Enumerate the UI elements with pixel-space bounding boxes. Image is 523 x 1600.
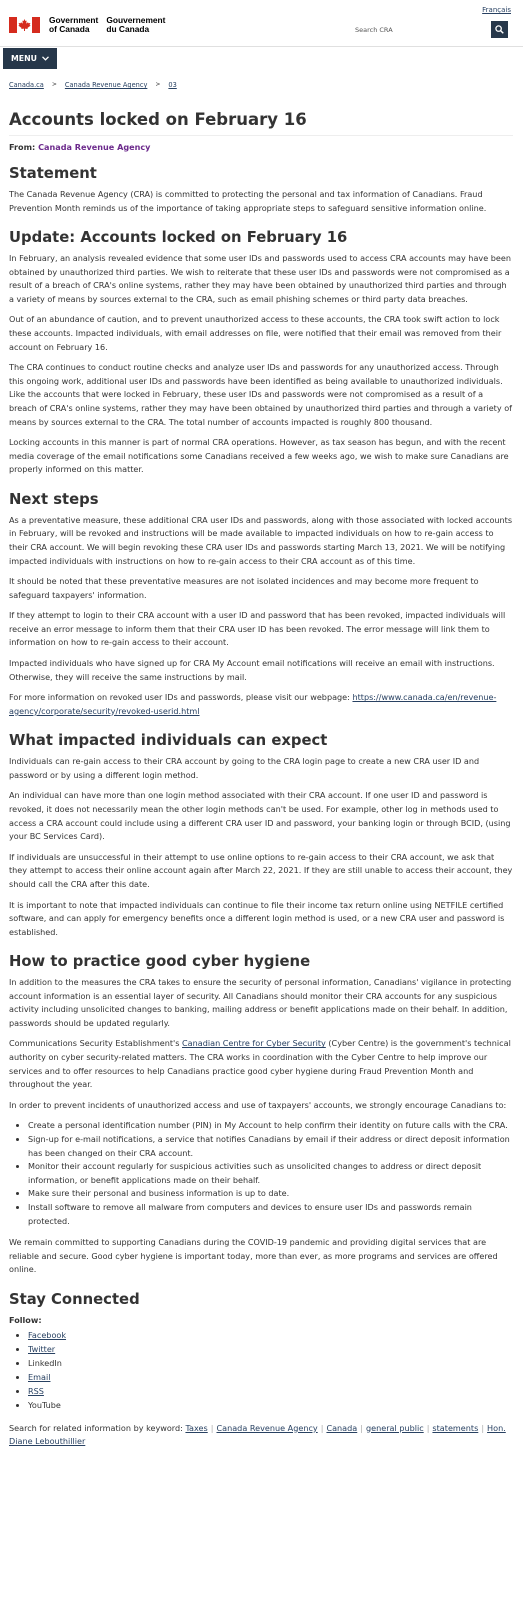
main-content xyxy=(9,110,513,1449)
hygiene-paragraph-3: In order to prevent incidents of unauthorized access and use of taxpayers' accounts, we strongly encourage Canadians to: xyxy=(9,1099,507,1110)
from-org-link[interactable]: Canada Revenue Agency xyxy=(38,141,151,152)
government-wordmark[interactable] xyxy=(9,16,173,34)
keyword-separator: | xyxy=(426,1422,430,1433)
keyword-link[interactable]: Canada Revenue Agency xyxy=(216,1422,318,1433)
menu-label: MENU xyxy=(11,53,37,63)
list-item xyxy=(28,1357,513,1371)
expect-paragraph-1: Individuals can re-gain access to their CRA account by going to the CRA login page to create a new CRA user ID and password or by using a different login method. xyxy=(9,756,480,780)
search-button[interactable] xyxy=(491,21,508,38)
breadcrumb-03[interactable]: 03 xyxy=(168,81,177,89)
stay-connected-heading: Stay Connected xyxy=(9,1290,140,1308)
breadcrumb-canada[interactable]: Canada.ca xyxy=(9,81,44,89)
linkedin-label: LinkedIn xyxy=(28,1358,62,1369)
youtube-label: YouTube xyxy=(28,1399,61,1410)
update-paragraph-1: In February, an analysis revealed evidence that some user IDs and passwords used to access CRA accounts may have been obtained by unauthorized third parties. We wish to reiterate that these user IDs and passwords were not compromised as a result of a breach of CRA's online systems, rather they may have been obtained by unauthorized third parties and through a variety of means by sources external to the CRA, such as email phishing schemes or third party data breaches. xyxy=(9,253,511,304)
list-item: • Sign-up for e-mail notifications, a service that notifies Canadians by email if their address or direct deposit information has been changed on their CRA account. xyxy=(28,1133,513,1160)
canada-flag-icon xyxy=(9,17,40,33)
page-title: Accounts locked on February 16 xyxy=(9,110,513,136)
expect-paragraph-2: An individual can have more than one login method associated with their CRA account. If one user ID and password is revoked, it does not necessarily mean the other login methods can't be used. For example, other log in methods used to access a CRA account could include using a different CRA user ID and password, your banking login or through BCID, (using your BC Services Card). xyxy=(9,790,511,842)
expect-heading: What impacted individuals can expect xyxy=(9,732,328,750)
site-header xyxy=(0,0,523,47)
hygiene-p2-prefix: Communications Security Establishment's xyxy=(9,1038,183,1049)
update-paragraph-4: Locking accounts in this manner is part of normal CRA operations. However, as tax season has begun, and with the recent media coverage of the email notifications some Canadians received a few weeks ago, we wish to make sure Canadians are properly informed on this matter. xyxy=(9,437,509,475)
next-steps-heading: Next steps xyxy=(9,490,99,508)
keyword-link[interactable]: Taxes xyxy=(185,1422,208,1433)
statement-paragraph: The Canada Revenue Agency (CRA) is committed to protecting the personal and tax information of Canadians. Fraud Prevention Month reminds us of the importance of taking appropriate steps to safeguard sensitive information online. xyxy=(9,189,487,213)
hygiene-paragraph-4: We remain committed to supporting Canadians during the COVID-19 pandemic and providing digital services that are reliable and secure. Good cyber hygiene is important today, more than ever, as more programs and services are offered online. xyxy=(9,1237,498,1275)
breadcrumb xyxy=(9,80,177,91)
keyword-separator: | xyxy=(210,1422,214,1433)
list-item xyxy=(28,1329,513,1343)
breadcrumb-separator: > xyxy=(155,81,161,88)
keyword-link[interactable]: general public xyxy=(365,1422,424,1433)
update-paragraph-2: Out of an abundance of caution, and to prevent unauthorized access to these accounts, the CRA took swift action to lock these accounts. Impacted individuals, with email addresses on file, were notified that their email was removed from their account on February 16. xyxy=(9,314,502,352)
keyword-separator: | xyxy=(481,1422,485,1433)
list-item: • Create a personal identification number (PIN) in My Account to help confirm their identity on future calls with the CRA. xyxy=(28,1119,513,1133)
keyword-separator: | xyxy=(320,1422,324,1433)
hygiene-heading: How to practice good cyber hygiene xyxy=(9,953,311,971)
gov-fr-line1: Gouvernement xyxy=(106,15,166,25)
statement-heading: Statement xyxy=(9,165,97,183)
next-paragraph-5 xyxy=(9,691,513,718)
list-item: • Make sure their personal and business information is up to date. xyxy=(28,1187,513,1201)
next-paragraph-1: As a preventative measure, these additional CRA user IDs and passwords, along with those associated with locked accounts in February, will be revoked and instructions will be made available to impacted individuals on how to re-gain access to their CRA account. We will begin revoking these CRA user IDs and passwords starting March 13, 2021. We will be notifying impacted individuals with instructions on how to re-gain access to their CRA account as of this time. xyxy=(9,514,513,566)
menu-button[interactable] xyxy=(3,48,57,69)
keyword-link[interactable]: statements xyxy=(432,1422,479,1433)
next-paragraph-4: Impacted individuals who have signed up for CRA My Account email notifications will receive an email with instructions. Otherwise, they will receive the same instructions by mail. xyxy=(9,658,495,682)
breadcrumb-cra[interactable]: Canada Revenue Agency xyxy=(64,81,148,89)
gov-fr-line2: du Canada xyxy=(106,24,150,35)
hygiene-paragraph-1: In addition to the measures the CRA takes to ensure the security of personal information, Canadians' vigilance in protecting account information is an essential layer of security. All Canadians should monitor their CRA accounts for any suspicious activity including unsolicited changes to banking, mailing address or benefit applications made on their behalf. In addition, passwords should be updated regularly. xyxy=(9,977,512,1028)
update-paragraph-3: The CRA continues to conduct routine checks and analyze user IDs and passwords for any unauthorized access. Through this ongoing work, additional user IDs and passwords have been identified as being available to unauthorized individuals. Like the accounts that were locked in February, these user IDs and passwords were not compromised as a result of a breach of CRA's online systems, rather they may have been obtained by unauthorized third parties and through a variety of means by sources external to the CRA. The total number of accounts impacted is roughly 800 thousand. xyxy=(9,362,513,427)
breadcrumb-separator: > xyxy=(51,81,57,88)
search-icon xyxy=(495,25,504,34)
cyber-centre-link[interactable]: Canadian Centre for Cyber Security xyxy=(182,1038,326,1049)
keyword-link[interactable]: Hon. Diane Lebouthillier xyxy=(9,1422,506,1447)
social-links-list xyxy=(28,1329,513,1412)
facebook-link[interactable]: Facebook xyxy=(28,1330,67,1341)
keyword-link[interactable]: Canada xyxy=(326,1422,358,1433)
list-item: • Install software to remove all malware from computers and devices to ensure user IDs and passwords remain protected. xyxy=(28,1201,513,1228)
hygiene-p2-suffix: (Cyber Centre) is the government's technical authority on cyber security-related matters. The CRA works in coordination with the Cyber Centre to help improve our services and to offer resources to help Canadians practice good cyber hygiene during Fraud Prevention Month and throughout the year. xyxy=(9,1038,511,1090)
revoked-userid-link[interactable]: https://www.canada.ca/en/revenue-agency/corporate/security/revoked-userid.html xyxy=(9,692,497,716)
keywords-prefix: Search for related information by keyword: xyxy=(9,1422,186,1433)
hygiene-list xyxy=(28,1119,513,1228)
next-p5-prefix: For more information on revoked user IDs and passwords, please visit our webpage: xyxy=(9,692,353,703)
list-item xyxy=(28,1399,513,1413)
gov-en-line2: of Canada xyxy=(49,24,90,35)
from-line xyxy=(9,141,513,155)
twitter-link[interactable]: Twitter xyxy=(28,1344,56,1355)
list-item xyxy=(28,1371,513,1385)
list-item xyxy=(28,1343,513,1357)
next-paragraph-2: It should be noted that these preventative measures are not isolated incidences and may become more frequent to safeguard taxpayers' information. xyxy=(9,576,479,600)
from-label: From: xyxy=(9,141,36,152)
follow-label: Follow: xyxy=(9,1314,42,1325)
gov-en-line1: Government xyxy=(49,15,99,25)
chevron-down-icon xyxy=(42,56,49,61)
expect-paragraph-4: It is important to note that impacted individuals can continue to file their income tax return online using NETFILE certified software, and can apply for emergency benefits once a different login method is used, or a new CRA user and password is established. xyxy=(9,899,505,937)
hygiene-paragraph-2 xyxy=(9,1037,513,1091)
language-toggle-link[interactable]: Français xyxy=(482,6,511,14)
list-item: • Monitor their account regularly for suspicious activities such as unsolicited changes to address or direct deposit information, or benefit applications made on their behalf. xyxy=(28,1160,513,1187)
next-paragraph-3: If they attempt to login to their CRA account with a user ID and password that has been revoked, impacted individuals will receive an error message to inform them that their CRA user ID has been revoked. The error message will link them to information on how to re-gain access to their account. xyxy=(9,610,506,648)
government-name xyxy=(49,16,173,34)
rss-link[interactable]: RSS xyxy=(28,1385,44,1396)
list-item xyxy=(28,1385,513,1399)
related-keywords xyxy=(9,1422,513,1449)
email-link[interactable]: Email xyxy=(28,1372,51,1383)
expect-paragraph-3: If individuals are unsuccessful in their attempt to use online options to re-gain access to their CRA account, we ask that they attempt to access their online account again after March 22, 2021. If they are still unable to access their account, they should call the CRA after this date. xyxy=(9,851,513,889)
search-input[interactable]: Search CRA xyxy=(351,21,488,38)
update-heading: Update: Accounts locked on February 16 xyxy=(9,229,348,247)
keyword-separator: | xyxy=(360,1422,363,1433)
